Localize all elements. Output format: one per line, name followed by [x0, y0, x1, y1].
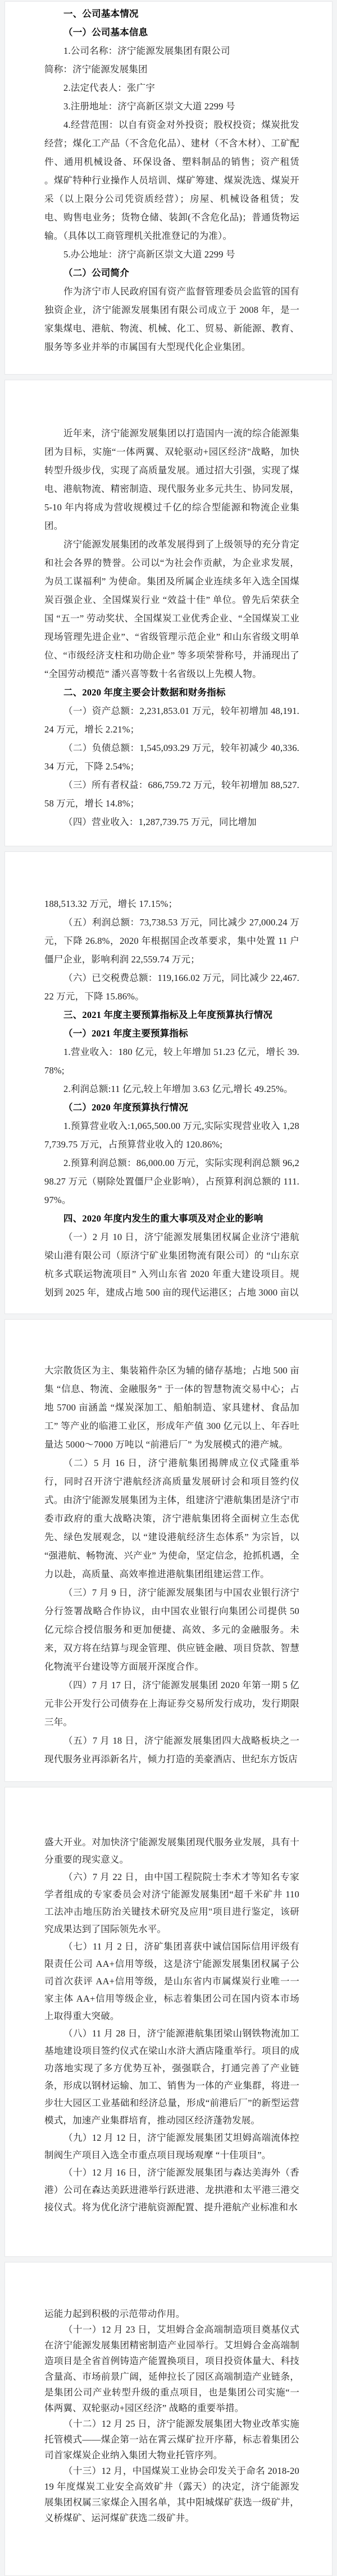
- body-paragraph: 作为济宁市人民政府国有资产监督管理委员会监管的国有独资企业，济宁能源发展集团有限公司成立于 2008 年，是一家集煤电、港航、物流、机械、化工、贸易、新能源、教育、服务等多业并举的市属国有大型现代化企业集团。: [44, 286, 299, 352]
- body-paragraph: （四）营业收入：1,287,739.75 万元，同比增加: [63, 817, 257, 827]
- body-paragraph: 1.营业收入：180 亿元，较上年增加 51.23 亿元，增长 39.78%;: [44, 1047, 299, 1076]
- body-paragraph: 近年来，济宁能源发展集团以打造国内一流的综合能源集团为目标，实施“一体两翼、双轮驱动+园区经济"战略，加快转型升级步伐，实现了高质量发展。通过招大引强，实现了煤电、港航物流、精密制造、现代服务业多元共生、协同发展，5-10 年内将成为营收规模过千亿的综合型能源和物流企业集团。: [44, 428, 299, 531]
- body-paragraph: （十一）12 月 23 日，艾坦姆合金高端制造项目奠基仪式在济宁能源发展集团精密制造产业园举行。艾坦姆合金高端制造项目是全省首例铸造产能置换项目，项目投资体量大、科技含量高、市场前景广阔，延伸拉长了园区高端制造产业链条，是集团公司产业转型升级的重点项目，也是集团公司实施“一体两翼、双轮驱动+园区经济” 战略的重要举措。: [44, 2324, 299, 2413]
- body-paragraph: 运能力起到积极的示范带动作用。: [44, 2308, 185, 2319]
- body-paragraph: （六）7 月 22 日，由中国工程院院士李术才等知名专家学者组成的专家委员会对济宁能源发展集团“超千米矿井 110 工法冲击地压防治关键技术研究及应用"项目进行鉴定，该研究成果达到了国际领先水平。: [44, 1872, 299, 1934]
- section-heading: （一）公司基本信息: [63, 27, 148, 38]
- document-page-card: [4, 2262, 333, 2576]
- body-paragraph: 3.注册地址：济宁高新区崇文大道 2299 号: [63, 101, 235, 112]
- body-paragraph: （九）12 月 12 日，济宁能源发展集团艾坦姆高端流体控制阀生产项目入选全市重点项目现场观摩 “十佳项目”。: [44, 2132, 299, 2160]
- section-heading: （一）2021 年度主要预算指标: [63, 1028, 188, 1039]
- section-heading: 三、2021 年度主要预算指标及上年度预算执行情况: [63, 1010, 273, 1020]
- document-viewer: [0, 1, 337, 2576]
- section-heading: 四、2020 年度内发生的重大事项及对企业的影响: [63, 1213, 263, 1224]
- body-paragraph: （二）负债总额：1,545,093.29 万元，较年初减少 40,336.34 万元，下降 2.54%；: [44, 743, 299, 772]
- section-heading: （二）2020 年度预算执行情况: [63, 1102, 188, 1113]
- body-paragraph: （一）2 月 10 日，济宁能源发展集团权属企业济宁港航梁山港有限公司（原济宁矿业集团物流有限公司）的 “山东京杭多式联运物流项目” 入列山东省 2020 年重大建设项目。规划到 2025 年，建成占地 500 亩的现代运港区；占地 3000 亩以: [44, 1232, 299, 1298]
- body-paragraph: 2.法定代表人：张广宇: [63, 82, 156, 93]
- body-paragraph: （十三）12 月，中国煤炭工业协会印发关于命名 2018-2019 年度煤炭工业安全高效矿井（露天）的决定，济宁能源发展集团权属三家煤企入围名单，其中阳城煤矿获选一级矿井，义桥煤矿、运河煤矿获选二级矿井。: [44, 2466, 299, 2523]
- body-paragraph: 济宁能源发展集团的改革发展得到了上级领导的充分肯定和社会各界的赞誉。公司以“为社会作贡献，为企业求发展，为员工谋福利” 为使命。集团及所属企业连续多年入选全国煤炭百强企业、全国煤炭行业 “效益十佳” 单位。曾先后荣获全国 “五一” 劳动奖状、全国煤炭工业优秀企业、“全国煤炭工业现场管理先进企业”、“省级管理示范企业” 和山东省级文明单位、“市级经济支柱和功勋企业” 等多项荣誉称号，并涌现出了 “全国劳动模范” 潘兴喜等数十名省级以上先模人物。: [44, 539, 299, 679]
- body-paragraph: （四）7 月 17 日，济宁能源发展集团 2020 年第一期 5 亿元非公开发行公司债券在上海证券交易所发行成功，发行期限三年。: [44, 1680, 299, 1727]
- body-paragraph: 盛大开业。对加快济宁能源发展集团现代服务业发展，具有十分重要的现实意义。: [44, 1837, 299, 1865]
- section-heading: （二）公司简介: [63, 268, 129, 278]
- body-paragraph: 4.经营范围：以自有资金对外投资；股权投资；煤炭批发经营；煤化工产品（不含危化品）、建材（不含木材）、工矿配件、通用机械设备、环保设备、塑料制品的销售；资产租赁 。煤矿特种行业操作人员培训、煤矿筹建、煤炭洗选、煤炭开采（以上限分公司凭资质经营）；房屋、机械设备租赁；发电、购售电业务；货物仓储、装卸(不含危化品)；普通货物运输。（具体以工商管理机关批准登记的为准）。: [44, 119, 299, 241]
- document-page-card: [4, 1, 333, 375]
- body-paragraph: 2.利润总额:11 亿元,较上年增加 3.63 亿元,增长 49.25%。: [63, 1084, 293, 1094]
- body-paragraph: （一）资产总额：2,231,853.01 万元，较年初增加 48,191.24 万元，增长 2.21%；: [44, 706, 299, 735]
- body-paragraph: 大宗散货区为主、集装箱件杂区为辅的储存基地；占地 500 亩集 “信息、物流、金融服务” 于一体的智慧物流交易中心；占地 5700 亩涵盖 “煤炭深加工、船舶制造、家具建材、食品加工” 等产业的临港工业区，形成年产值 300 亿元以上、年吞吐量达 5000～7000 万吨以 “前港后厂” 为发展模式的港产城。: [44, 1365, 299, 1450]
- document-page-card: [4, 1319, 333, 1782]
- body-paragraph: （三）所有者权益：686,759.72 万元，较年初增加 88,527.58 万元，增长 14.8%；: [44, 780, 299, 809]
- body-paragraph: 188,513.32 万元，增长 17.15%；: [44, 898, 178, 909]
- body-paragraph: 1.预算营业收入:1,065,500.00 万元,实际实现营业收入 1,287,739.75 万元，占预算营业收入的 120.86%;: [44, 1121, 299, 1150]
- body-paragraph: （十）12 月 16 日，济宁能源发展集团与森达美海外（香港）公司在森达美跃进港举行跃进港、龙拱港和太平港三港交接仪式。将为优化济宁港航资源配置、提升港航产业标准和水: [44, 2167, 299, 2213]
- section-heading: 二、2020 年度主要会计数据和财务指标: [63, 687, 226, 698]
- body-paragraph: 5.办公地址：济宁高新区崇文大道 2299 号: [63, 249, 235, 260]
- body-paragraph: 简称：济宁能源发展集团: [44, 64, 148, 75]
- body-paragraph: （七）11 月 2 日，济矿集团喜获中诚信国际信用评级有限责任公司 AA+信用等级，这是济宁能源发展集团权属子公司首次获评 AA+信用等级，是山东省内市属煤炭行业唯一一家主体 AA+信用等级企业，标志着集团公司在国内资本市场上取得重大突破。: [44, 1941, 299, 2021]
- document-page-card: [4, 1787, 333, 2257]
- body-paragraph: （八）11 月 28 日，济宁能源港航集团梁山钢铁物流加工基地建设项目签约仪式在梁山水浒大酒店隆重举行。项目的成功落地实现了多方优势互补，强强联合，打通完善了产业链条，形成以钢材运输、加工、销售为一体的产业集群，将进一步壮大园区工业基础和经济总量，形成“前港后厂”的新型运营模式，加速产业集群培育，推动园区经济蓬勃发展。: [44, 2028, 299, 2126]
- body-paragraph: （十二）12 月 25 日，济宁能源发展集团大物业改革实施托管模式——煤企第一站在霄云煤矿拉开序幕，标志着集团公司首家煤炭企业纳入集团大物业托管序列。: [44, 2418, 299, 2460]
- document-page-card: [4, 380, 333, 846]
- body-paragraph: 2.预算利润总额：86,000.00 万元，实际实现利润总额 96,298.27 万元（剔除处置僵尸企业影响），占预算利润总额的 111.97%。: [44, 1158, 299, 1205]
- body-paragraph: （五）7 月 18 日，济宁能源发展集团四大战略板块之一现代服务业再添新名片，倾力打造的美豪酒店、世纪东方饭店: [44, 1735, 299, 1764]
- body-paragraph: （三）7 月 9 日，济宁能源发展集团与中国农业银行济宁分行签署战略合作协议，由中国农业银行向集团公司提供 50 亿元综合授信服务和更加便捷、高效、多元的金融服务。未来，双方将在结算与现金管理、供应链金融、项目贷款、智慧化物流平台建设等方面展开深度合作。: [44, 1587, 299, 1672]
- body-paragraph: 1.公司名称：济宁能源发展集团有限公司: [63, 45, 230, 56]
- body-paragraph: （二）5 月 16 日，济宁港航集团揭牌成立仪式隆重举行，同时召开济宁港航经济高质量发展研讨会和项目签约仪式。由济宁能源发展集团为主体，组建济宁港航集团是济宁市委市政府的重大战略决策，济宁港航集团将全面树立生态优先、绿色发展观念，以 “建设港航经济生态体系” 为宗旨，以 “强港航、畅物流、兴产业” 为使命，坚定信念，抢抓机遇，全力以赴，高质量、高效率推进港航集团组建运营工作。: [44, 1458, 299, 1579]
- body-paragraph: （五）利润总额：73,738.53 万元，同比减少 27,000.24 万元，下降 26.8%，2020 年根据国企改革要求，集中处置 11 户僵尸企业，影响利润 22,559.74 万元；: [44, 917, 299, 965]
- body-paragraph: （六）已交税费总额：119,166.02 万元，同比减少 22,467.22 万元，下降 15.86%。: [44, 973, 299, 1002]
- document-page-card: [4, 851, 333, 1314]
- section-heading: 一、公司基本情况: [63, 8, 139, 19]
